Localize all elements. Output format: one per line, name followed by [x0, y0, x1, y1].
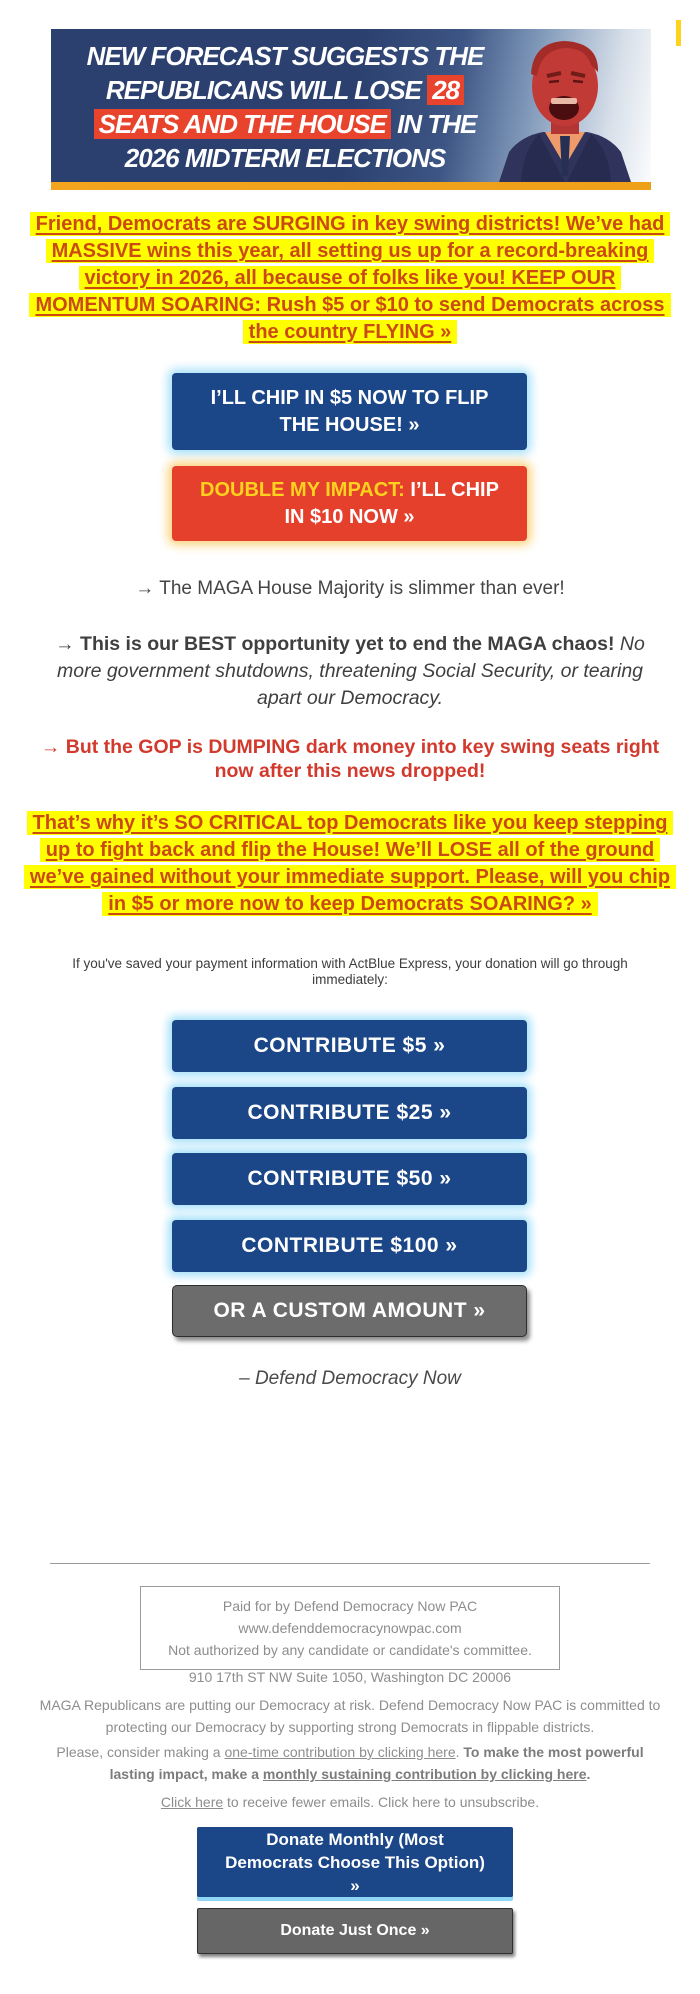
- contribute-5-button[interactable]: [172, 1020, 527, 1072]
- contribute-100-button[interactable]: [172, 1220, 527, 1272]
- contribute-5-label: CONTRIBUTE $5 »: [253, 1034, 446, 1057]
- monthly-contribution-link[interactable]: monthly sustaining contribution by clicking here: [262, 1766, 587, 1782]
- pac-address: 910 17th ST NW Suite 1050, Washington DC 20006: [188, 1669, 512, 1685]
- custom-amount-label: OR A CUSTOM AMOUNT »: [213, 1299, 486, 1322]
- chip-in-5-button[interactable]: [172, 373, 527, 450]
- chip-in-10-label-highlight: DOUBLE MY IMPACT:: [200, 478, 405, 501]
- pac-website: www.defenddemocracynowpac.com: [238, 1620, 462, 1636]
- banner-line3: IN THE: [390, 109, 477, 139]
- paid-for-box: [140, 1586, 560, 1670]
- contribute-100-label: CONTRIBUTE $100 »: [241, 1234, 458, 1257]
- pref-mid: to receive fewer emails.: [223, 1794, 378, 1810]
- consider-pre: Please, consider making a: [56, 1744, 225, 1760]
- chip-in-5-label: I’LL CHIP IN $5 NOW TO FLIP THE HOUSE! »: [210, 386, 489, 436]
- fewer-emails-link[interactable]: Click here: [160, 1794, 224, 1810]
- forecast-banner: [51, 29, 651, 190]
- pref-post: to unsubscribe.: [440, 1794, 540, 1810]
- banner-line1: NEW FORECAST SUGGESTS THE: [86, 41, 484, 71]
- banner-highlight-28: 28: [427, 75, 464, 105]
- paragraph-best-opportunity-italic: No more government shutdowns, threatening Social Security, or tearing apart our Democracy.: [56, 633, 645, 709]
- donate-once-label: Donate Just Once »: [280, 1922, 430, 1939]
- critical-highlight-link[interactable]: [20, 810, 680, 918]
- paragraph-maga-majority: → The MAGA House Majority is slimmer than ever!: [135, 578, 565, 599]
- contribute-25-button[interactable]: [172, 1087, 527, 1139]
- one-time-contribution-link[interactable]: one-time contribution by clicking here: [224, 1744, 456, 1760]
- paragraph-best-opportunity: [35, 631, 665, 712]
- consider-bold: To make the most powerful lasting impact, make a: [109, 1744, 644, 1782]
- intro-highlight-text[interactable]: Friend, Democrats are SURGING in key swing districts! We’ve had MASSIVE wins this year, all setting us up for a record-breaking victory in 2026, all because of folks like you! KEEP OUR MOMENTUM SOARING: Rush $5 or $10 to send Democrats across the country FLYING »: [29, 212, 670, 344]
- paragraph-best-opportunity-bold: → This is our BEST opportunity yet to end the MAGA chaos!: [55, 633, 615, 655]
- not-authorized-line: Not authorized by any candidate or candidate's committee.: [168, 1642, 532, 1658]
- trump-photo: [481, 34, 649, 182]
- banner-line2: REPUBLICANS WILL LOSE: [105, 75, 428, 105]
- paid-for-line: Paid for by Defend Democracy Now PAC: [222, 1598, 478, 1614]
- custom-amount-button[interactable]: [172, 1285, 527, 1337]
- donate-monthly-label: Donate Monthly (Most Democrats Choose This Option) »: [225, 1829, 485, 1895]
- consider-contribution-paragraph: [45, 1741, 655, 1785]
- banner-line4: 2026 MIDTERM ELECTIONS: [124, 143, 446, 173]
- critical-highlight-text[interactable]: That’s why it’s SO CRITICAL top Democrats like you keep stepping up to fight back and flip the House! We’ll LOSE all of the ground we’ve gained without your immediate support. Please, will you chip in $5 or more now to keep Democrats SOARING? »: [24, 811, 676, 916]
- banner-image: [51, 29, 651, 182]
- donate-once-button[interactable]: [197, 1908, 513, 1954]
- yellow-sliver-artifact: [676, 20, 681, 46]
- consider-bold-end: .: [586, 1766, 591, 1782]
- chip-in-10-button[interactable]: [172, 466, 527, 541]
- unsubscribe-link[interactable]: Click here: [378, 1794, 441, 1810]
- contribute-25-label: CONTRIBUTE $25 »: [247, 1101, 452, 1124]
- footer-divider: [50, 1563, 650, 1564]
- banner-highlight-seats: SEATS AND THE HOUSE: [94, 109, 391, 139]
- donate-monthly-button[interactable]: [197, 1827, 513, 1897]
- contribute-50-button[interactable]: [172, 1153, 527, 1205]
- consider-mid: .: [455, 1744, 464, 1760]
- chip-in-10-label-rest: I’LL CHIP IN $10 NOW »: [284, 478, 499, 528]
- actblue-express-note: If you've saved your payment information with ActBlue Express, your donation will go through immediately:: [72, 956, 628, 987]
- banner-headline: [65, 39, 505, 175]
- pac-mission: MAGA Republicans are putting our Democracy at risk. Defend Democracy Now PAC is committed to protecting our Democracy by supporting strong Democrats in flippable districts.: [39, 1697, 661, 1735]
- paragraph-gop-dumping: → But the GOP is DUMPING dark money into key swing seats right now after this news dropped!: [40, 736, 660, 782]
- intro-highlight-link[interactable]: [20, 211, 680, 346]
- banner-gold-strip: [51, 182, 651, 190]
- email-preferences-paragraph: [35, 1791, 665, 1813]
- signature: – Defend Democracy Now: [239, 1368, 461, 1389]
- chip-in-10-label: [194, 477, 505, 531]
- contribute-50-label: CONTRIBUTE $50 »: [247, 1167, 452, 1190]
